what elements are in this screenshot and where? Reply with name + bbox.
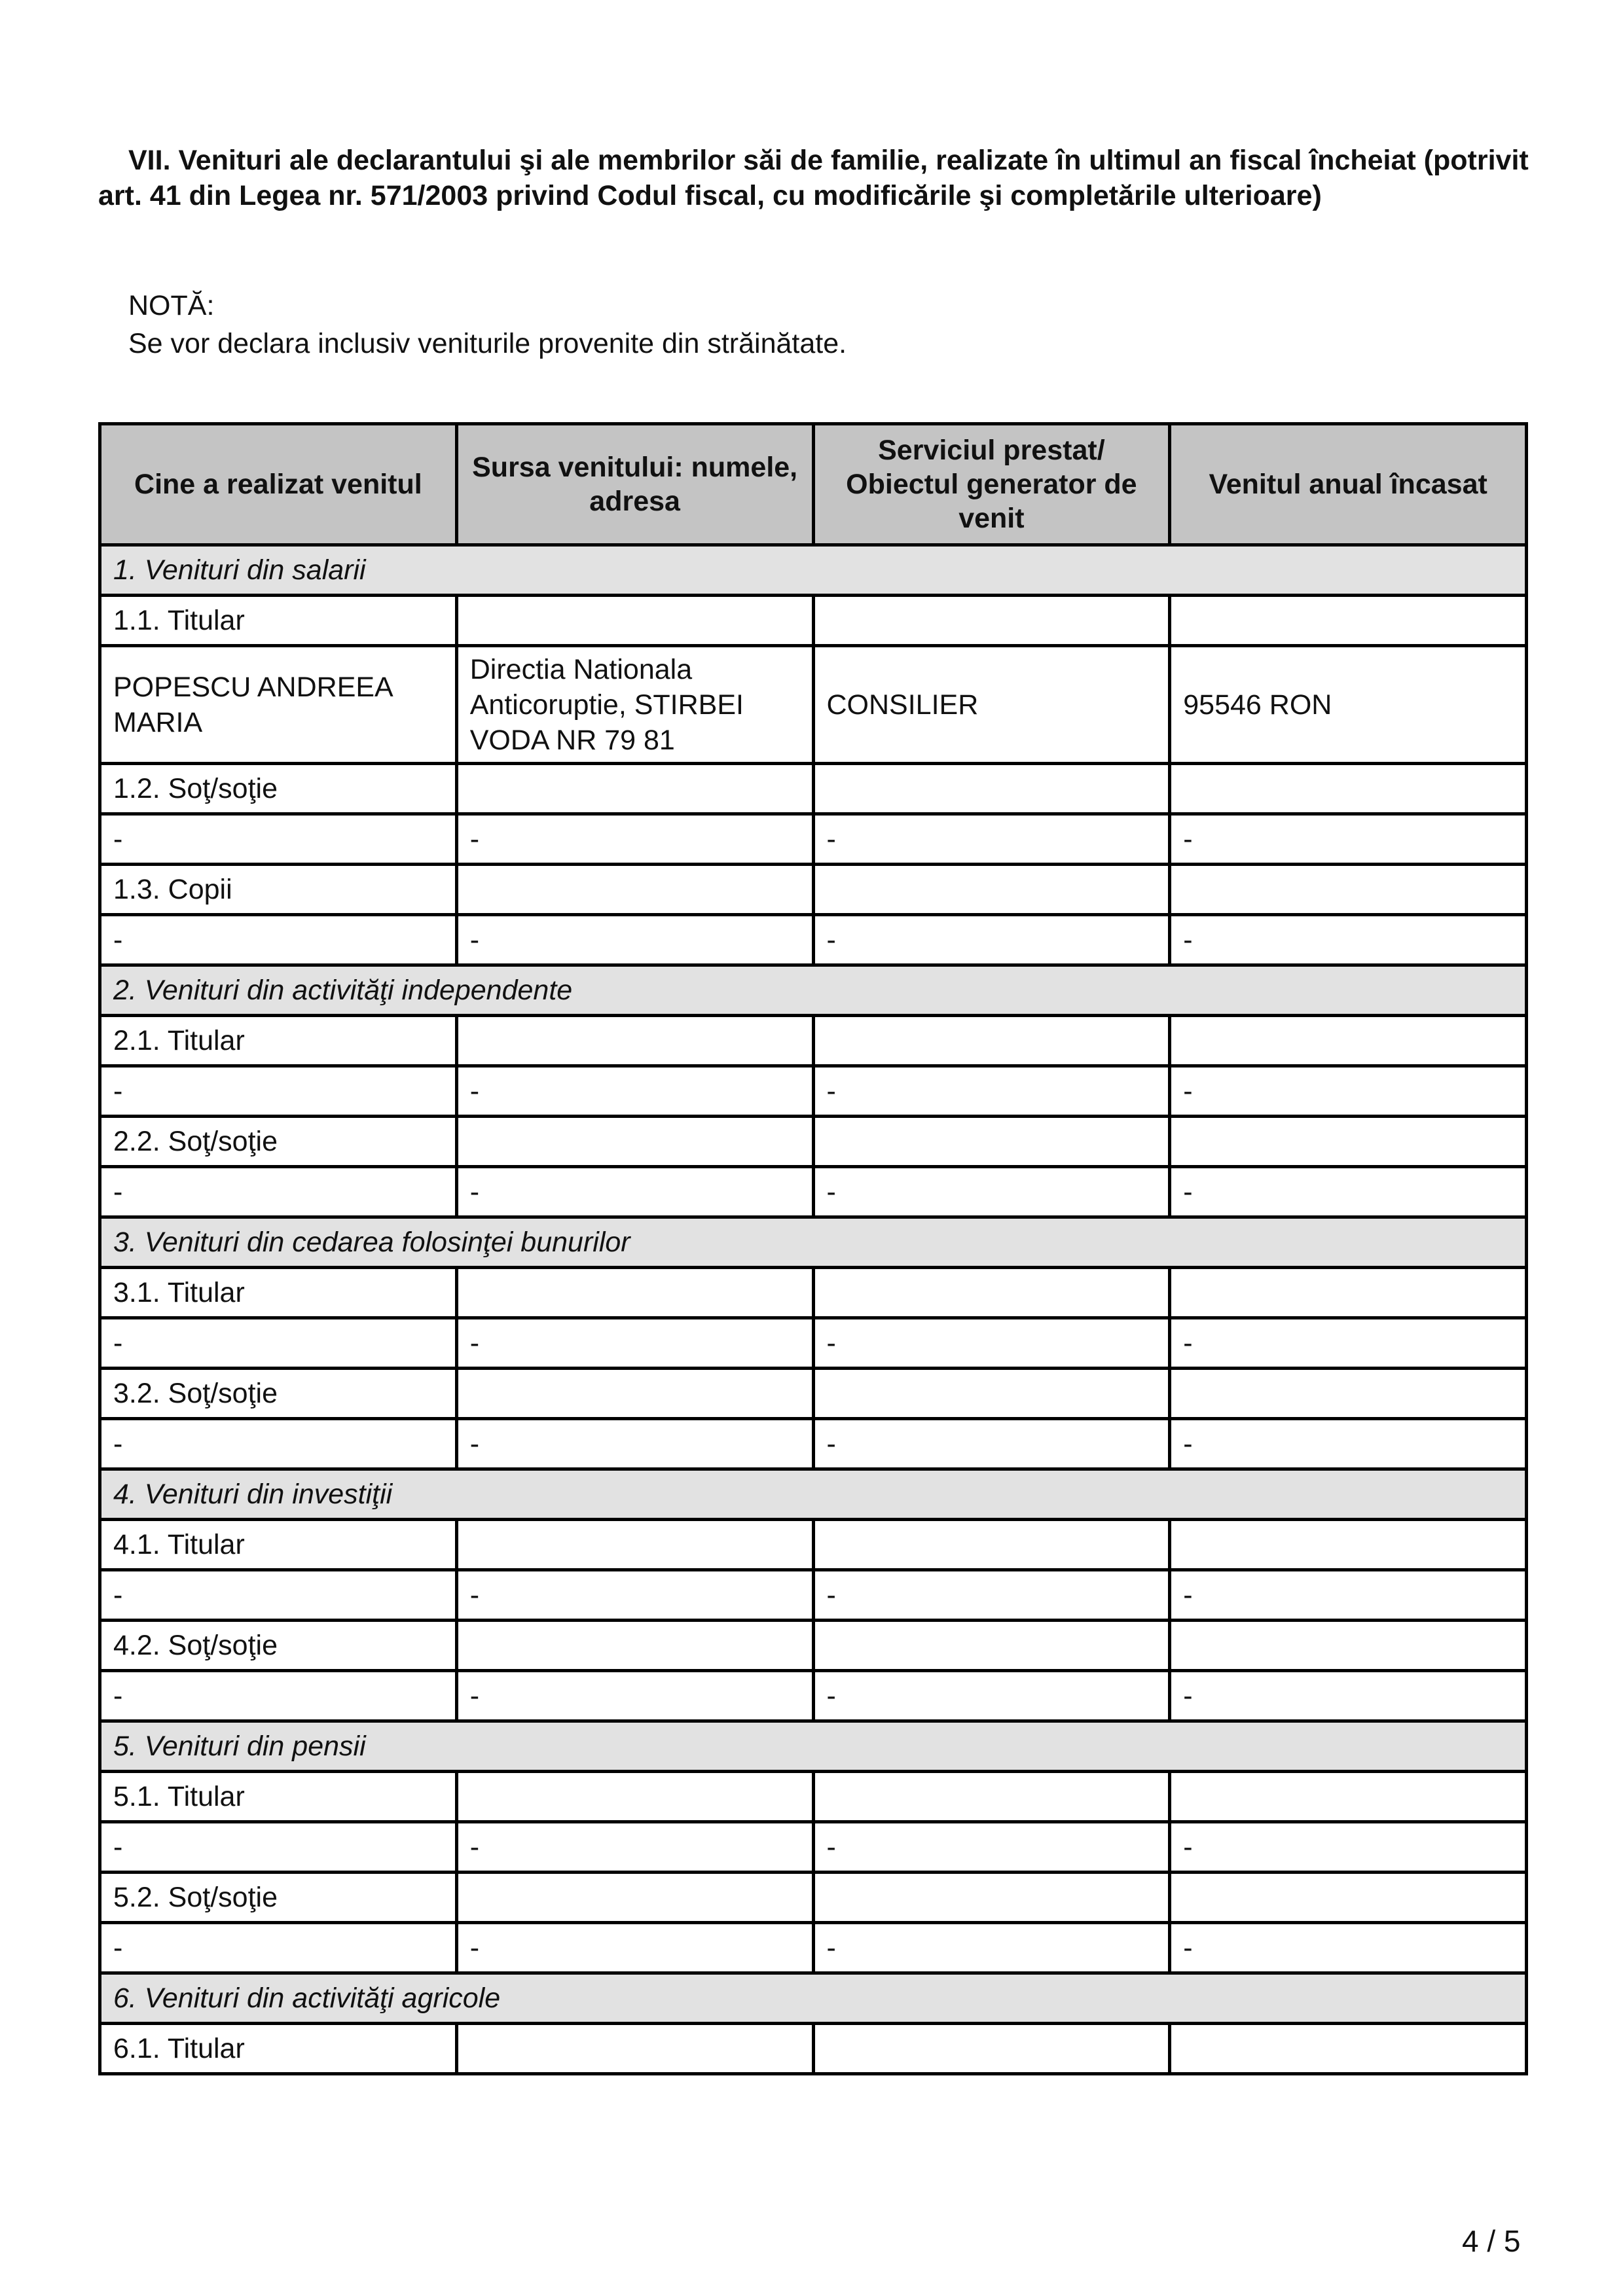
cell-service xyxy=(813,1117,1170,1167)
cell-income xyxy=(1170,1520,1527,1570)
cell-income: - xyxy=(1170,915,1527,965)
cell-income: - xyxy=(1170,1671,1527,1721)
cell-earner: 2.2. Soţ/soţie xyxy=(100,1117,457,1167)
cell-service xyxy=(813,1772,1170,1822)
cell-source xyxy=(456,764,813,814)
cell-income xyxy=(1170,1369,1527,1419)
cell-earner: - xyxy=(100,1923,457,1973)
cell-service xyxy=(813,1520,1170,1570)
table-row xyxy=(100,1016,1527,1066)
table-row xyxy=(100,1772,1527,1822)
cell-income: - xyxy=(1170,1066,1527,1117)
cell-source xyxy=(456,1369,813,1419)
table-row xyxy=(100,764,1527,814)
cell-service xyxy=(813,1873,1170,1923)
header-service: Serviciul prestat/ Obiectul generator de venit xyxy=(813,424,1170,545)
cell-source xyxy=(456,1268,813,1318)
table-row xyxy=(100,1167,1527,1217)
cell-source xyxy=(456,1621,813,1671)
cell-service: - xyxy=(813,1167,1170,1217)
table-row xyxy=(100,1923,1527,1973)
cell-earner: 5.2. Soţ/soţie xyxy=(100,1873,457,1923)
note-label: NOTĂ: xyxy=(128,290,215,321)
cell-income xyxy=(1170,1016,1527,1066)
cell-income: - xyxy=(1170,1570,1527,1621)
cell-earner: - xyxy=(100,1419,457,1469)
cell-service: CONSILIER xyxy=(813,646,1170,764)
cell-source xyxy=(456,1772,813,1822)
cell-earner: - xyxy=(100,1318,457,1369)
cell-income: - xyxy=(1170,1822,1527,1873)
table-row xyxy=(100,646,1527,764)
cell-income xyxy=(1170,764,1527,814)
cell-earner: - xyxy=(100,1822,457,1873)
cell-service xyxy=(813,1369,1170,1419)
cell-income: - xyxy=(1170,1419,1527,1469)
table-header-row xyxy=(100,424,1527,545)
section-heading xyxy=(98,143,1539,213)
cell-income xyxy=(1170,596,1527,646)
cell-earner: 4.2. Soţ/soţie xyxy=(100,1621,457,1671)
cell-service xyxy=(813,2024,1170,2074)
cell-service: - xyxy=(813,1822,1170,1873)
cell-income xyxy=(1170,1621,1527,1671)
income-table xyxy=(98,422,1528,2075)
cell-income xyxy=(1170,865,1527,915)
cell-service xyxy=(813,865,1170,915)
section-title: 3. Venituri din cedarea folosinţei bunurilor xyxy=(100,1217,1527,1268)
cell-service xyxy=(813,764,1170,814)
table-row xyxy=(100,1822,1527,1873)
cell-source xyxy=(456,1016,813,1066)
cell-source: - xyxy=(456,1066,813,1117)
cell-earner: - xyxy=(100,1167,457,1217)
cell-income xyxy=(1170,1117,1527,1167)
cell-source xyxy=(456,596,813,646)
note-block xyxy=(128,287,847,363)
cell-earner: - xyxy=(100,1570,457,1621)
table-row xyxy=(100,814,1527,865)
note-text: Se vor declara inclusiv veniturile provenite din străinătate. xyxy=(128,328,847,359)
cell-service: - xyxy=(813,1570,1170,1621)
table-row xyxy=(100,915,1527,965)
table-row xyxy=(100,1873,1527,1923)
cell-source xyxy=(456,1873,813,1923)
cell-source: - xyxy=(456,1570,813,1621)
cell-service: - xyxy=(813,1318,1170,1369)
cell-income: - xyxy=(1170,814,1527,865)
cell-source xyxy=(456,865,813,915)
table-row xyxy=(100,2024,1527,2074)
cell-earner: 4.1. Titular xyxy=(100,1520,457,1570)
cell-income xyxy=(1170,1873,1527,1923)
table-row xyxy=(100,596,1527,646)
cell-income xyxy=(1170,1268,1527,1318)
table-row xyxy=(100,1520,1527,1570)
table-row xyxy=(100,1268,1527,1318)
cell-earner: 1.2. Soţ/soţie xyxy=(100,764,457,814)
cell-source: - xyxy=(456,1318,813,1369)
header-earner: Cine a realizat venitul xyxy=(100,424,457,545)
cell-service xyxy=(813,1016,1170,1066)
cell-source xyxy=(456,2024,813,2074)
section-title: 5. Venituri din pensii xyxy=(100,1721,1527,1772)
table-row xyxy=(100,1369,1527,1419)
cell-service xyxy=(813,596,1170,646)
cell-income: - xyxy=(1170,1167,1527,1217)
header-annual-income: Venitul anual încasat xyxy=(1170,424,1527,545)
section-row xyxy=(100,545,1527,596)
cell-source xyxy=(456,1117,813,1167)
section-title: 2. Venituri din activităţi independente xyxy=(100,965,1527,1016)
cell-earner: 1.3. Copii xyxy=(100,865,457,915)
cell-source: - xyxy=(456,1167,813,1217)
table-row xyxy=(100,1671,1527,1721)
cell-source: - xyxy=(456,814,813,865)
cell-source: - xyxy=(456,915,813,965)
cell-income: 95546 RON xyxy=(1170,646,1527,764)
table-row xyxy=(100,1621,1527,1671)
table-row xyxy=(100,1117,1527,1167)
section-row xyxy=(100,965,1527,1016)
cell-service: - xyxy=(813,1066,1170,1117)
cell-service: - xyxy=(813,1419,1170,1469)
cell-income xyxy=(1170,2024,1527,2074)
section-row xyxy=(100,1217,1527,1268)
cell-income: - xyxy=(1170,1318,1527,1369)
section-row xyxy=(100,1721,1527,1772)
section-title: 6. Venituri din activităţi agricole xyxy=(100,1973,1527,2024)
cell-earner: 3.2. Soţ/soţie xyxy=(100,1369,457,1419)
cell-source: - xyxy=(456,1671,813,1721)
cell-service: - xyxy=(813,1671,1170,1721)
cell-source: Directia Nationala Anticoruptie, STIRBEI VODA NR 79 81 xyxy=(456,646,813,764)
header-source: Sursa venitului: numele, adresa xyxy=(456,424,813,545)
cell-earner: - xyxy=(100,1066,457,1117)
cell-income xyxy=(1170,1772,1527,1822)
section-row xyxy=(100,1469,1527,1520)
cell-earner: 3.1. Titular xyxy=(100,1268,457,1318)
cell-service xyxy=(813,1621,1170,1671)
table-row xyxy=(100,865,1527,915)
cell-service xyxy=(813,1268,1170,1318)
cell-source: - xyxy=(456,1923,813,1973)
cell-earner: POPESCU ANDREEA MARIA xyxy=(100,646,457,764)
cell-earner: 1.1. Titular xyxy=(100,596,457,646)
section-row xyxy=(100,1973,1527,2024)
cell-source: - xyxy=(456,1822,813,1873)
cell-income: - xyxy=(1170,1923,1527,1973)
cell-service: - xyxy=(813,814,1170,865)
cell-source xyxy=(456,1520,813,1570)
cell-earner: - xyxy=(100,915,457,965)
table-body xyxy=(100,545,1527,2074)
table-row xyxy=(100,1419,1527,1469)
cell-earner: - xyxy=(100,1671,457,1721)
cell-earner: 5.1. Titular xyxy=(100,1772,457,1822)
section-title: 1. Venituri din salarii xyxy=(100,545,1527,596)
table-row xyxy=(100,1066,1527,1117)
section-title: 4. Venituri din investiţii xyxy=(100,1469,1527,1520)
page-number: 4 / 5 xyxy=(1462,2224,1521,2258)
table-row xyxy=(100,1318,1527,1369)
cell-service: - xyxy=(813,1923,1170,1973)
cell-service: - xyxy=(813,915,1170,965)
cell-earner: - xyxy=(100,814,457,865)
table-row xyxy=(100,1570,1527,1621)
cell-source: - xyxy=(456,1419,813,1469)
section-heading-text: VII. Venituri ale declarantului şi ale membrilor săi de familie, realizate în ultimul an fiscal încheiat (potrivit art. 41 din Legea nr. 571/2003 privind Codul fiscal, cu modificările şi completările ulterioare) xyxy=(98,145,1529,211)
cell-earner: 2.1. Titular xyxy=(100,1016,457,1066)
cell-earner: 6.1. Titular xyxy=(100,2024,457,2074)
